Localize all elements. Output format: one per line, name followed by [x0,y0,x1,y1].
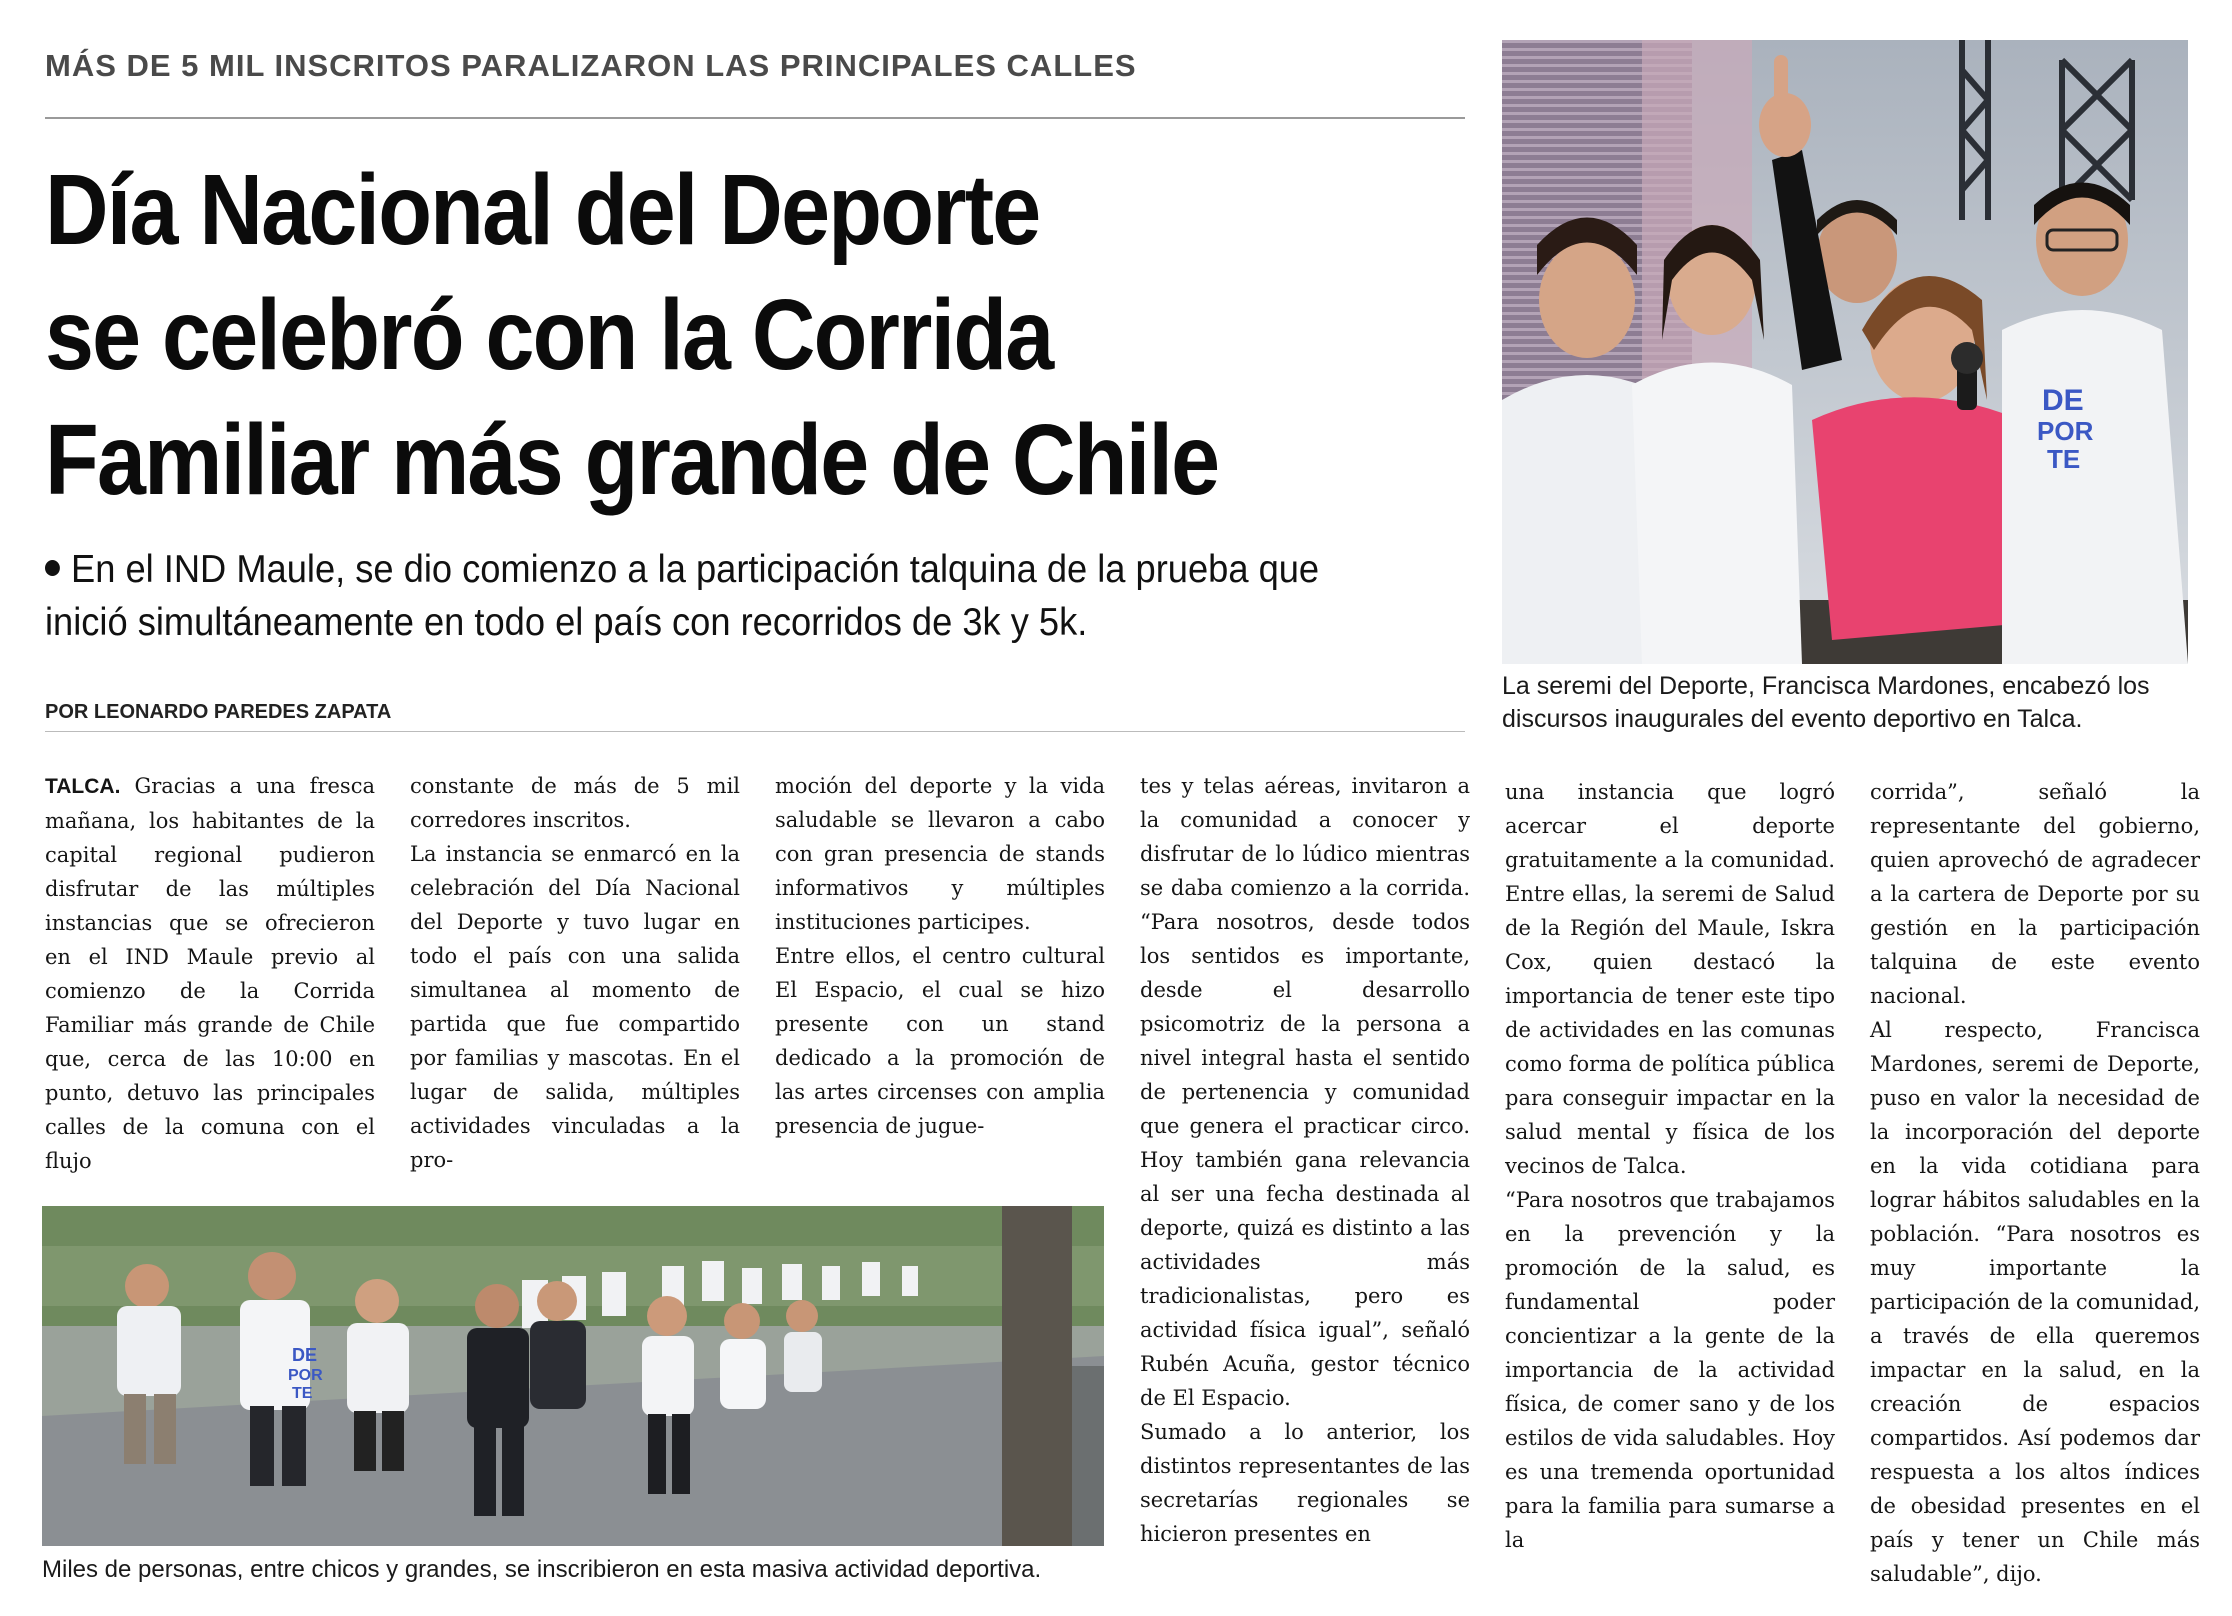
paragraph: “Para nosotros que trabajamos en la prevención y la promoción de la salud, es fundamental poder concientizar a la gente de la importancia de la actividad física, de comer sano y de los estilos de vida saludables. Hoy es una tremenda oportunidad para la familia para sumarse a la [1505,1188,1835,1552]
photo-top-caption-line-1: La seremi del Deporte, Francisca Mardones, encabezó los [1502,672,2150,700]
bullet-icon [45,560,60,576]
photo-top-caption [1502,670,2188,736]
article-column-1 [45,769,375,1178]
summary-line-2: inició simultáneamente en todo el país con recorridos de 3k y 5k. [45,601,1088,644]
article-column-4 [1140,769,1470,1551]
article-column-6 [1870,775,2200,1591]
paragraph: constante de más de 5 mil corredores inscritos. [410,774,740,832]
byline: POR LEONARDO PAREDES ZAPATA [45,701,392,723]
dateline: TALCA. [45,775,121,798]
headline-line-2: se celebró con la Corrida [45,279,1053,391]
paragraph: tes y telas aéreas, invitaron a la comunidad a conocer y disfrutar de lo lúdico mientras se daba comienzo a la corrida. “Para nosotros, desde todos los sentidos es importante, desde el desarrollo psicomotriz de la persona a nivel integral hasta el sentido de pertenencia y comunidad que genera el practicar circo. Hoy también gana relevancia al ser una fecha destinada al deporte, quizá es distinto a las actividades más tradicionalistas, pero es actividad física igual”, señaló Rubén Acuña, gestor técnico de El Espacio. [1140,774,1470,1410]
photo-top-caption-line-2: discursos inaugurales del evento deportivo en Talca. [1502,705,2083,733]
paragraph: Gracias a una fresca mañana, los habitantes de la capital regional pudieron disfrutar de las múltiples instancias que se ofrecieron en el IND Maule previo al comienzo de la Corrida Familiar más grande de Chile que, cerca de las 10:00 en punto, detuvo las principales calles de la comuna con el flujo [45,774,375,1173]
paragraph: corrida”, señaló la representante del gobierno, quien aprovechó de agradecer a la cartera de Deporte por su gestión en la participación talquina de este evento nacional. [1870,780,2200,1008]
photo-bottom-caption: Miles de personas, entre chicos y grandes, se inscribieron en esta masiva actividad deportiva. [42,1556,1042,1583]
svg-text:TE: TE [2047,444,2081,474]
kicker-divider [45,117,1465,119]
article-column-5 [1505,775,1835,1557]
paragraph: moción del deporte y la vida saludable se llevaron a cabo con gran presencia de stands informativos y múltiples instituciones participes. [775,774,1105,934]
svg-text:POR: POR [288,1367,323,1384]
photo-seremi-speech [1502,40,2188,664]
photo-runners [42,1206,1104,1546]
headline-line-1: Día Nacional del Deporte [45,154,1040,266]
shirt-text: DE [2042,384,2084,417]
headline [45,148,1295,523]
paragraph: Entre ellos, el centro cultural El Espacio, el cual se hizo presente con un stand dedicado a la promoción de las artes circenses con amplia presencia de jugue- [775,944,1105,1138]
byline-divider [45,731,1465,732]
kicker: MÁS DE 5 MIL INSCRITOS PARALIZARON LAS PRINCIPALES CALLES [45,48,1137,83]
paragraph: La instancia se enmarcó en la celebración del Día Nacional del Deporte y tuvo lugar en todo el país con una salida simultanea al momento de partida que fue compartido por familias y mascotas. En el lugar de salida, múltiples actividades vinculadas a la pro- [410,842,740,1172]
headline-line-3: Familiar más grande de Chile [45,404,1219,516]
svg-text:POR: POR [2037,416,2094,446]
svg-text:TE: TE [292,1385,313,1402]
summary [45,543,1465,649]
paragraph: Sumado a lo anterior, los distintos representantes de las secretarías regionales se hicieron presentes en [1140,1420,1470,1546]
summary-line-1: En el IND Maule, se dio comienzo a la participación talquina de la prueba que [45,543,1366,596]
paragraph: Al respecto, Francisca Mardones, seremi de Deporte, puso en valor la necesidad de la incorporación del deporte en la vida cotidiana para lograr hábitos saludables en la población. “Para nosotros es muy importante la participación de la comunidad, a través de ella queremos impactar en la salud, en la creación de espacios compartidos. Así podemos dar respuesta a los altos índices de obesidad presentes en el país y tener un Chile más saludable”, dijo. [1870,1018,2200,1586]
paragraph: una instancia que logró acercar el deporte gratuitamente a la comunidad. Entre ellas, la seremi de Salud de la Región del Maule, Iskra Cox, quien destacó la importancia de tener este tipo de actividades en las comunas como forma de política pública para conseguir impactar en la salud mental y física de los vecinos de Talca. [1505,780,1835,1178]
shirt-text: DE [292,1345,318,1365]
article-column-3 [775,769,1105,1143]
article-column-2 [410,769,740,1177]
